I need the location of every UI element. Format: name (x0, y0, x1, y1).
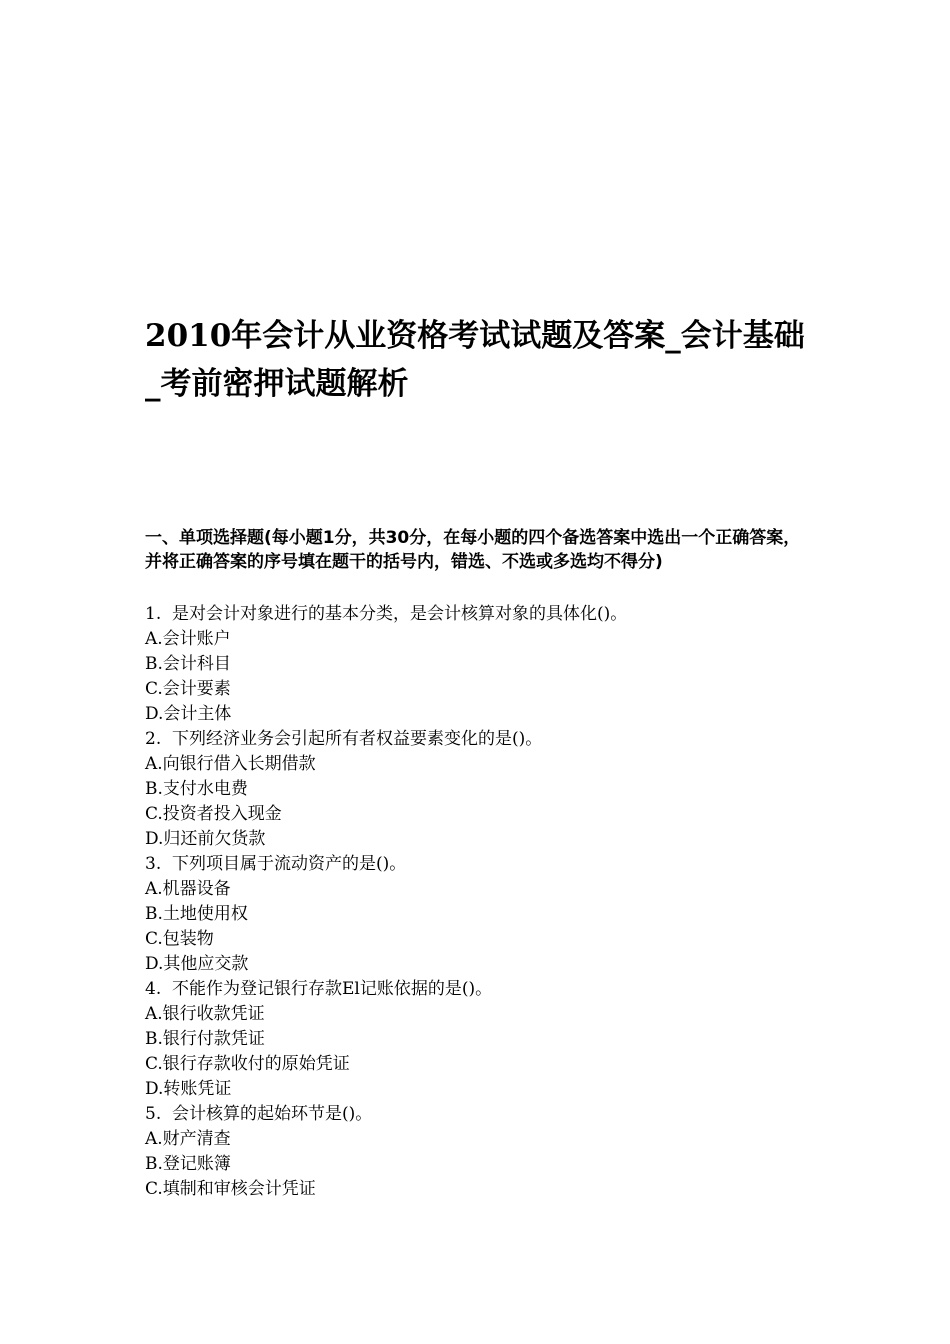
section-heading: 一、单项选择题(每小题1分，共30分，在每小题的四个备选答案中选出一个正确答案，并将正确答案的序号填在题干的括号内，错选、不选或多选均不得分) (145, 528, 801, 572)
question-stem: 2. 下列经济业务会引起所有者权益要素变化的是()。 (145, 729, 543, 749)
question-5 (145, 1102, 810, 1202)
option-a: A.向银行借入长期借款 (145, 754, 316, 774)
question-2 (145, 727, 810, 852)
option-c: C.填制和审核会计凭证 (145, 1179, 316, 1199)
option-a: A.机器设备 (145, 879, 231, 899)
option-d: D.归还前欠货款 (145, 829, 266, 849)
option-c: C.会计要素 (145, 679, 231, 699)
question-3 (145, 852, 810, 977)
option-d: D.其他应交款 (145, 954, 249, 974)
option-b: B.支付水电费 (145, 779, 248, 799)
option-b: B.会计科目 (145, 654, 231, 674)
option-b: B.银行付款凭证 (145, 1029, 265, 1049)
option-b: B.登记账簿 (145, 1154, 231, 1174)
question-stem: 4. 不能作为登记银行存款El记账依据的是()。 (145, 979, 493, 999)
question-stem: 5. 会计核算的起始环节是()。 (145, 1104, 373, 1124)
option-d: D.会计主体 (145, 704, 232, 724)
option-c: C.包装物 (145, 929, 214, 949)
question-stem: 3. 下列项目属于流动资产的是()。 (145, 854, 407, 874)
document-title: 2010年会计从业资格考试试题及答案_会计基础_考前密押试题解析 (145, 318, 805, 402)
option-a: A.财产清查 (145, 1129, 231, 1149)
question-4 (145, 977, 810, 1102)
question-list (145, 602, 810, 1202)
question-1 (145, 602, 810, 727)
option-a: A.银行收款凭证 (145, 1004, 265, 1024)
question-stem: 1. 是对会计对象进行的基本分类，是会计核算对象的具体化()。 (145, 604, 628, 624)
option-d: D.转账凭证 (145, 1079, 232, 1099)
option-b: B.土地使用权 (145, 904, 248, 924)
option-c: C.投资者投入现金 (145, 804, 282, 824)
option-a: A.会计账户 (145, 629, 231, 649)
option-c: C.银行存款收付的原始凭证 (145, 1054, 350, 1074)
